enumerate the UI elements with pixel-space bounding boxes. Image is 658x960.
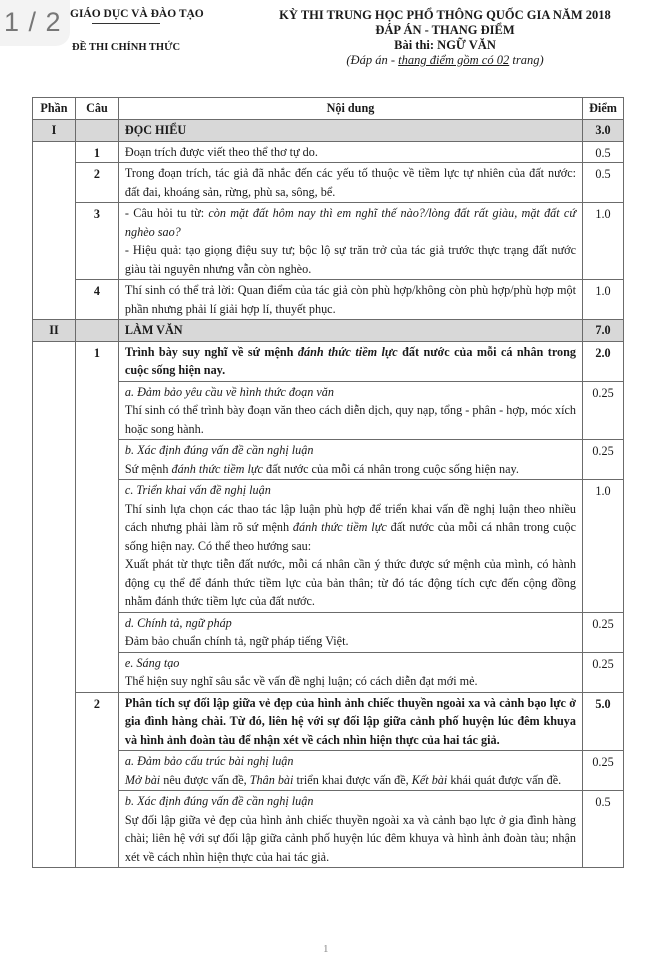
table-row (33, 652, 624, 692)
section-part: I (33, 120, 76, 142)
question-number: 2 (75, 163, 118, 203)
section-title: LÀM VĂN (118, 320, 582, 342)
section-row-reading (33, 120, 624, 142)
col-header-score: Điểm (583, 98, 624, 120)
criterion-b: b. Xác định đúng vấn đề cần nghị luận Sứ mệnh đánh thức tiềm lực đất nước của mỗi cá nhân trong cuộc sống hiện nay. (118, 440, 582, 480)
ministry-name (70, 8, 204, 20)
criterion-score: 0.25 (583, 440, 624, 480)
criterion-score: 1.0 (583, 480, 624, 613)
table-row (33, 480, 624, 613)
criterion-score: 0.25 (583, 381, 624, 440)
table-header-row (33, 98, 624, 120)
question-number: 1 (75, 141, 118, 163)
question-prompt: Trình bày suy nghĩ về sứ mệnh đánh thức tiềm lực đất nước của mỗi cá nhân trong cuộc sống hiện nay. (118, 341, 582, 381)
table-row (33, 791, 624, 868)
header-left (70, 8, 204, 53)
question-score: 2.0 (583, 341, 624, 381)
page-number: 1 (323, 943, 329, 955)
question-score: 5.0 (583, 692, 624, 751)
table-row (33, 341, 624, 381)
criterion-c: c. Triển khai vấn đề nghị luận Thí sinh lựa chọn các thao tác lập luận phù hợp để triển khai vấn đề nghị luận theo nhiều cách nhưng phải làm rõ sứ mệnh đánh thức tiềm lực đất nước của mỗi cá nhân trong cuộc sống hiện nay. Có thể theo hướng sau: Xuất phát từ thực tiễn đất nước, mỗi cá nhân cần ý thức được sứ mệnh của mình, có hành động cụ thể để đánh thức tiềm lực của bản thân; từ đó tác động tích cực đến cộng đồng nhằm đánh thức tiềm lực của đất nước. (118, 480, 582, 613)
answer-key-subtitle: ĐÁP ÁN - THANG ĐIỂM (375, 23, 515, 37)
answer-score: 0.5 (583, 141, 624, 163)
ministry-underline (92, 23, 160, 24)
criterion-a: a. Đảm bảo cấu trúc bài nghị luận Mở bài nêu được vấn đề, Thân bài triển khai được vấn đề, Kết bài khái quát được vấn đề. (118, 751, 582, 791)
table-row (33, 203, 624, 280)
section-part: II (33, 320, 76, 342)
table-row (33, 163, 624, 203)
table-row (33, 440, 624, 480)
criterion-score: 0.25 (583, 612, 624, 652)
question-prompt: Phân tích sự đối lập giữa vẻ đẹp của hình ảnh chiếc thuyền ngoài xa và cảnh bạo lực ở gia đình hàng chài. Từ đó, liên hệ với sự đối lập giữa cảnh phố huyện lúc đêm khuya và hình ảnh đoàn tàu để nhận xét về cách nhìn hiện thực của hai tác giả. (118, 692, 582, 751)
answer-content: Trong đoạn trích, tác giả đã nhắc đến các yếu tố thuộc về tiềm lực tự nhiên của đất nước: đất đai, khoáng sản, rừng, phù sa, sông, bể. (118, 163, 582, 203)
question-number: 3 (75, 203, 118, 280)
section-score: 7.0 (583, 320, 624, 342)
page-counter: 1 / 2 (0, 0, 70, 46)
answer-score: 0.5 (583, 163, 624, 203)
header-right (255, 8, 635, 68)
criterion-a: a. Đảm bảo yêu cầu về hình thức đoạn văn Thí sinh có thể trình bày đoạn văn theo cách diễn dịch, quy nạp, tổng - phân - hợp, móc xích hoặc song hành. (118, 381, 582, 440)
col-header-content: Nội dung (118, 98, 582, 120)
table-row (33, 612, 624, 652)
section-empty (75, 120, 118, 142)
ministry-text: GIÁO DỤC VÀ ĐÀO TẠO (70, 8, 204, 20)
col-header-part: Phần (33, 98, 76, 120)
criterion-score: 0.25 (583, 751, 624, 791)
answer-content: - Câu hỏi tu từ: còn mặt đất hôm nay thì em nghĩ thế nào?/lòng đất rất giàu, mặt đất cứ nghèo sao? - Hiệu quả: tạo giọng điệu suy tư; bộc lộ sự trăn trở của tác giả trước thực trạng đất nước giàu tài nguyên nhưng vẫn còn nghèo. (118, 203, 582, 280)
page-count-note: (Đáp án - thang điểm gồm có 02 trang) (346, 53, 544, 67)
criterion-b: b. Xác định đúng vấn đề cần nghị luận Sự đối lập giữa vẻ đẹp của hình ảnh chiếc thuyền ngoài xa và cảnh bạo lực ở gia đình hàng chài; liên hệ với sự đối lập giữa cảnh phố huyện lúc đêm khuya và hình ảnh đoàn tàu; nhận xét về cách nhìn hiện thực của hai tác giả. (118, 791, 582, 868)
answer-score: 1.0 (583, 203, 624, 280)
table-row (33, 692, 624, 751)
table-row (33, 751, 624, 791)
question-number: 1 (75, 341, 118, 692)
section-row-writing (33, 320, 624, 342)
criterion-score: 0.5 (583, 791, 624, 868)
question-number: 2 (75, 692, 118, 868)
answer-key-table (32, 97, 624, 868)
part-spacer (33, 141, 76, 320)
official-exam-label: ĐỀ THI CHÍNH THỨC (72, 42, 181, 53)
answer-content: Đoạn trích được viết theo thể thơ tự do. (118, 141, 582, 163)
answer-content: Thí sinh có thể trả lời: Quan điểm của tác giả còn phù hợp/không còn phù hợp/phù hợp một phần nhưng phải lí giải hợp lí, thuyết phục. (118, 280, 582, 320)
section-score: 3.0 (583, 120, 624, 142)
col-header-question: Câu (75, 98, 118, 120)
section-title: ĐỌC HIỂU (118, 120, 582, 142)
table-row (33, 381, 624, 440)
table-row (33, 280, 624, 320)
criterion-e: e. Sáng tạo Thể hiện suy nghĩ sâu sắc về vấn đề nghị luận; có cách diễn đạt mới mẻ. (118, 652, 582, 692)
section-empty (75, 320, 118, 342)
answer-score: 1.0 (583, 280, 624, 320)
part-spacer (33, 341, 76, 868)
criterion-d: d. Chính tả, ngữ pháp Đảm bảo chuẩn chính tả, ngữ pháp tiếng Việt. (118, 612, 582, 652)
exam-title: KỲ THI TRUNG HỌC PHỔ THÔNG QUỐC GIA NĂM 2018 (279, 8, 611, 22)
subject-label: Bài thi: NGỮ VĂN (394, 38, 496, 52)
criterion-score: 0.25 (583, 652, 624, 692)
question-number: 4 (75, 280, 118, 320)
table-row (33, 141, 624, 163)
